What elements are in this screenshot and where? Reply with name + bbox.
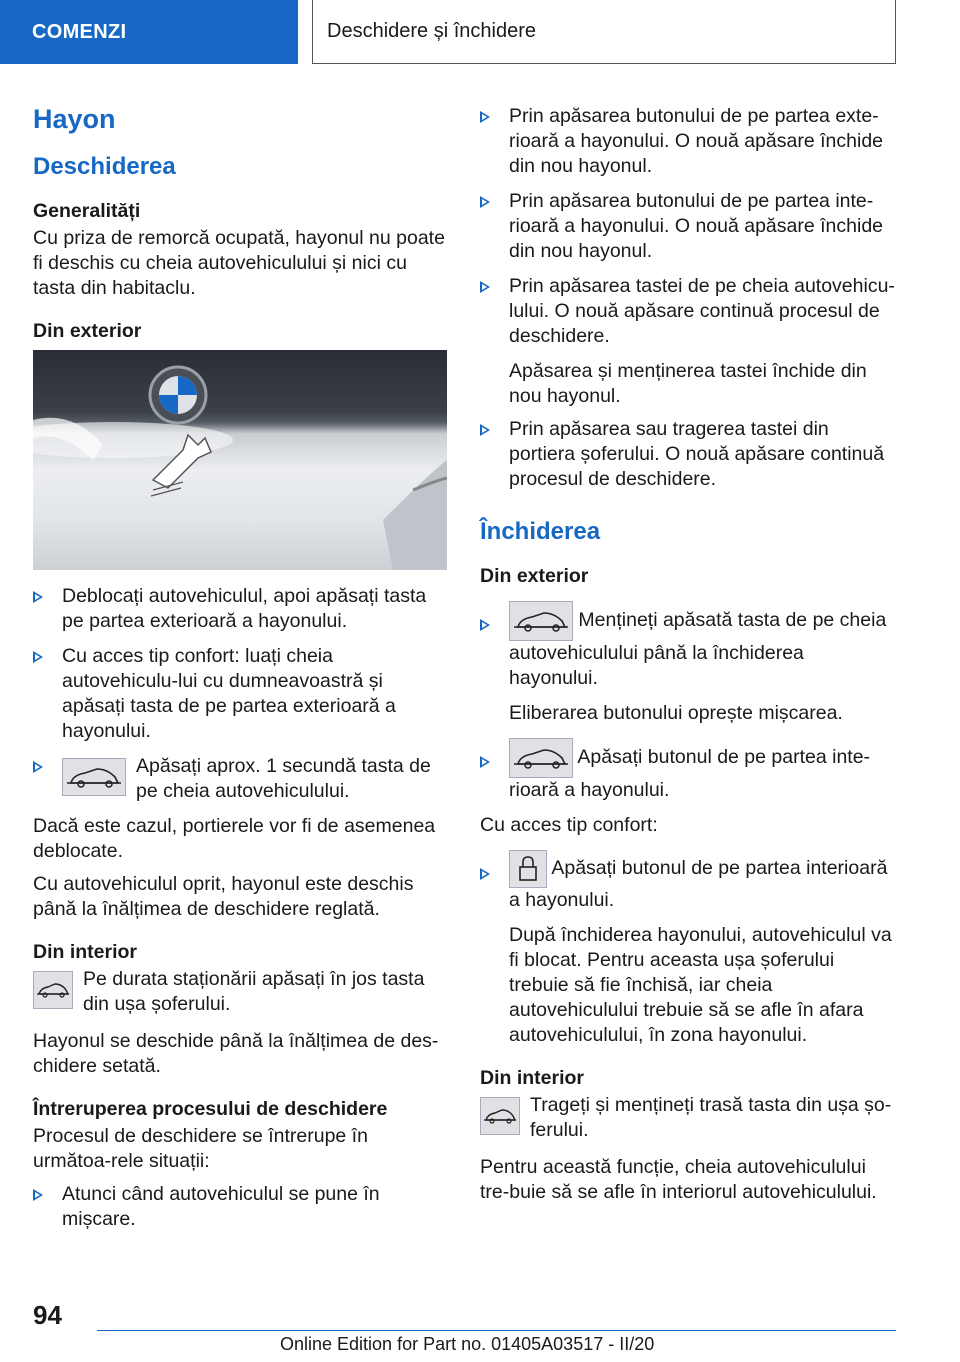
bullet-text: Apăsați butonul de pe partea inte-rioară a hayonului. [509, 746, 871, 801]
interior-text: Trageți și mențineți trasă tasta din ușa șo-ferului. [530, 1094, 892, 1141]
bullet-text: Prin apăsarea butonului de pe partea exte-rioară a hayonului. O nouă apăsare închide din nou hayonul. [509, 105, 884, 177]
general-text: Cu priza de remorcă ocupată, hayonul nu poate fi deschis cu cheia autovehiculului și nici cu tasta din habitaclu. [33, 227, 445, 299]
bullet-text: Deblocați autovehiculul, apoi apăsați tasta pe partea exterioară a hayonului. [62, 585, 427, 632]
closing-exterior-heading: Din exterior [480, 565, 589, 587]
bullet-text: Prin apăsarea tastei de pe cheia autovehicu-lului. O nouă apăsare continuă procesul de deschidere. [509, 275, 895, 347]
release-text: Eliberarea butonului oprește mișcarea. [509, 702, 843, 724]
closing-interior-instruction [480, 1093, 896, 1143]
interior-instruction [33, 967, 449, 1017]
triangle-bullet-icon [480, 619, 490, 631]
triangle-bullet-icon [33, 761, 43, 773]
lock-icon [509, 850, 547, 888]
bullet-text: Apăsați aprox. 1 secundă tasta de pe cheia autovehiculului. [136, 755, 431, 802]
tailgate-photo-illustration [33, 350, 447, 570]
lock-note: După închiderea hayonului, autovehiculul va fi blocat. Pentru aceasta ușa șoferului trebuie să fie închisă, iar cheia autovehiculului trebuie să se afle în afara autovehiculului, în zona hayonului. [509, 924, 892, 1046]
chapter-title: Deschidere și închidere [312, 0, 896, 64]
triangle-bullet-icon [480, 281, 490, 293]
interior-heading: Din interior [33, 941, 138, 963]
bullet-text: Cu acces tip confort: luați cheia autovehiculu-lui cu dumneavoastră și apăsați tasta de pe partea exterioară a hayonului. [62, 645, 396, 742]
triangle-bullet-icon [33, 591, 43, 603]
interior-text: Pe durata staționării apăsați în jos tasta din ușa șoferului. [83, 968, 425, 1015]
footer-divider [97, 1330, 896, 1331]
bullet-moving [33, 1182, 449, 1232]
doors-text: Dacă este cazul, portierele vor fi de asemenea deblocate. [33, 815, 436, 862]
triangle-bullet-icon [480, 424, 490, 436]
triangle-bullet-icon [33, 1189, 43, 1201]
car-tailgate-icon [480, 1097, 520, 1135]
bullet-text: Atunci când autovehiculul se pune în mișcare. [62, 1183, 380, 1230]
interrupt-heading: Întreruperea procesului de deschidere [33, 1098, 388, 1120]
bullet-key-button [480, 274, 896, 349]
bullet-text: Prin apăsarea sau tragerea tastei din portiera șoferului. O nouă apăsare continuă procesul de deschidere. [509, 418, 885, 490]
closing-heading: Închiderea [480, 518, 601, 545]
triangle-bullet-icon [480, 868, 490, 880]
exterior-heading: Din exterior [33, 320, 142, 342]
closing-interior-heading: Din interior [480, 1067, 585, 1089]
subtitle-opening: Deschiderea [33, 153, 176, 180]
triangle-bullet-icon [33, 651, 43, 663]
bullet-close-interior [480, 738, 896, 803]
edition-text: Online Edition for Part no. 01405A03517 - II/20 [280, 1334, 655, 1354]
section-tab: COMENZI [0, 0, 298, 64]
key-hold-text: Apăsarea și menținerea tastei închide din nou hayonul. [509, 360, 867, 407]
page-title: Hayon [33, 104, 116, 134]
bullet-text: Prin apăsarea butonului de pe partea inte-rioară a hayonului. O nouă apăsare închide din nou hayonul. [509, 190, 884, 262]
general-heading: Generalități [33, 200, 141, 222]
bullet-text: Apăsați butonul de pe partea interioară a hayonului. [509, 857, 888, 911]
stopped-text: Cu autovehiculul oprit, hayonul este deschis până la înălțimea de deschidere reglată. [33, 873, 414, 920]
interrupt-text: Procesul de deschidere se întrerupe în următoa-rele situații: [33, 1125, 368, 1172]
car-tailgate-icon [509, 601, 573, 641]
triangle-bullet-icon [480, 756, 490, 768]
bullet-close-key [480, 601, 896, 691]
bullet-exterior-button [480, 104, 896, 179]
final-text: Pentru această funcție, cheia autovehiculului tre-buie să se afle în interiorul autovehiculului. [480, 1156, 877, 1203]
bullet-text: Mențineți apăsată tasta de pe cheia autovehiculului până la închiderea hayonului. [509, 609, 887, 689]
tailgate-button-photo [33, 350, 447, 570]
car-tailgate-icon [62, 758, 126, 796]
triangle-bullet-icon [480, 111, 490, 123]
triangle-bullet-icon [480, 196, 490, 208]
car-tailgate-icon [33, 971, 73, 1009]
bullet-comfort-access [33, 644, 449, 744]
bullet-interior-button [480, 189, 896, 264]
interior-result: Hayonul se deschide până la înălțimea de des-chidere setată. [33, 1030, 439, 1077]
bullet-lock [480, 850, 896, 913]
left-column [33, 96, 449, 1242]
comfort-text: Cu acces tip confort: [480, 814, 658, 836]
right-column [480, 104, 896, 1213]
bullet-driver-door [480, 417, 896, 492]
bullet-unlock [33, 584, 449, 634]
bullet-key-press [33, 754, 449, 804]
car-tailgate-icon [509, 738, 573, 778]
page-number: 94 [33, 1300, 62, 1330]
